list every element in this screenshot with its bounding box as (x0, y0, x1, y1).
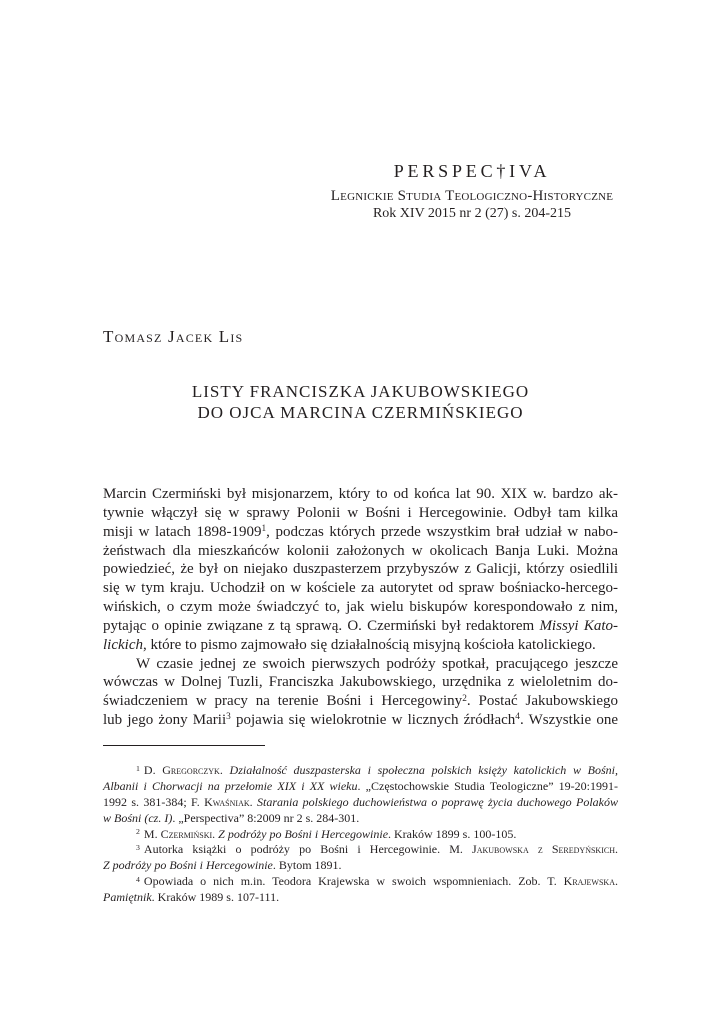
line-text: Autorka książki o podróży po Bośni i Hercegowinie. M. (143, 842, 473, 857)
line-text: powiedzieć, że był on niejako duszpasterzem przybyszów z Galicji, którzy osiedlili (103, 561, 618, 578)
line-text: wińskich, o czym może świadczyć to, jak wielu biskupów korespondowało z nim, (103, 599, 618, 616)
body-line (103, 560, 618, 579)
italic-text: Działalność duszpasterska i społeczna polskich księży katolickich w Bośni, (229, 763, 619, 777)
article-title (103, 381, 618, 423)
footnote-number: 3 (136, 842, 140, 852)
line-text: . (212, 826, 219, 841)
journal-issue: Rok XIV 2015 nr 2 (27) s. 204-215 (372, 206, 572, 221)
italic-text: Z podróży po Bośni i Hercegowinie (218, 826, 389, 841)
line-text: lub jego żony Marii (103, 712, 227, 729)
journal-name: PERSPEC†IVA (393, 161, 551, 181)
footnote-number: 2 (136, 827, 140, 837)
footnote-number: 4 (136, 874, 140, 884)
body-line (103, 636, 618, 655)
article-author: Tomasz Jacek Lis (103, 327, 244, 346)
body-line (103, 579, 618, 598)
footnote (103, 874, 618, 906)
line-text: pytając o opinie związane z tą sprawą. O. Czermiński był redaktorem (103, 617, 540, 634)
footnote-line (103, 842, 618, 858)
footnote-line (103, 779, 618, 795)
line-text: wówczas w Dolnej Tuzli, Franciszka Jakubowskiego, urzędnika z wieloletnim do- (103, 674, 618, 691)
line-text: tywnie włączył się w sprawy Polonii w Bośni i Hercegowinie. Odbył tam kilka (103, 504, 618, 521)
body-line (103, 485, 618, 504)
body-line (103, 655, 618, 674)
body-text (103, 485, 618, 730)
footnote-line (103, 890, 618, 906)
line-text: Opowiada o nich m.in. Teodora Krajewska w swoich wspomnieniach. Zob. T. (143, 874, 564, 889)
line-text: się w tym kraju. Uchodził on w kościele za autorytet od spraw bośniacko-hercego- (103, 580, 618, 597)
journal-header (272, 160, 672, 223)
body-line (103, 504, 618, 523)
line-text: . Kraków 1899 s. 100-105. (388, 826, 517, 841)
italic-text: Pamiętnik (103, 890, 152, 905)
line-text: świadczeniem w pracy na terenie Bośni i Hercegowiny (103, 693, 463, 710)
footnote-line (103, 827, 618, 843)
body-line (103, 673, 618, 692)
italic-text: Albanii i Chorwacji na przełomie XIX i XX wieku (103, 778, 358, 793)
footnote-number: 1 (136, 763, 140, 773)
line-text: żeństwach dla mieszkańców kolonii założonych w okolicach Banja Luki. Można (103, 542, 618, 559)
paragraph (103, 655, 618, 730)
italic-text: Z podróży po Bośni i Hercegowinie (103, 858, 273, 873)
line-text: 1992 s. 381-384; F. (103, 794, 205, 809)
line-text: , które to pismo zajmowało się działalnością misyjną kościoła katolickiego. (142, 636, 596, 653)
line-text: Marcin Czermiński był misjonarzem, który to od końca lat 90. XIX w. bardzo ak- (103, 486, 618, 502)
italic-text: w Bośni (cz. I) (103, 810, 173, 825)
author-name: Czermiński (160, 826, 213, 841)
author-name: Kwaśniak (204, 794, 250, 809)
body-line (103, 692, 618, 711)
line-text: pojawia się wielokrotnie w licznych źródłach (230, 712, 516, 729)
line-text: . Bytom 1891. (272, 858, 342, 873)
line-text: . Postać Jakubowskiego (466, 693, 619, 710)
footnote-line (103, 795, 618, 811)
footnotes (103, 763, 618, 906)
footnote-ref: 2 (462, 693, 467, 704)
line-text: . (219, 763, 230, 777)
line-text: W czasie jednej ze swoich pierwszych podróży spotkał, pracującego jeszcze (136, 655, 618, 672)
journal-subtitle: Legnickie Studia Teologiczno-Historyczne (330, 188, 614, 204)
author-name: Krajewska (563, 874, 615, 889)
body-line (103, 617, 618, 636)
footnote-ref: 3 (226, 712, 231, 723)
line-text: . (249, 794, 257, 809)
title-line: DO OJCA MARCINA CZERMIŃSKIEGO (197, 403, 524, 422)
footnote-line (103, 763, 618, 779)
line-text: . „Częstochowskie Studia Teologiczne” 19-20:1991- (357, 778, 618, 793)
body-line (103, 542, 618, 561)
line-text: . (615, 842, 618, 857)
italic-text: Missyi Kato- (539, 617, 618, 634)
footnote-line (103, 811, 618, 827)
line-text: M. (143, 826, 161, 841)
italic-text: lickich (103, 636, 143, 653)
line-text: . Kraków 1989 s. 107-111. (151, 890, 280, 905)
footnote (103, 842, 618, 874)
footnote (103, 827, 618, 843)
italic-text: Starania polskiego duchowieństwa o poprawę życia duchowego Polaków (256, 794, 618, 809)
footnote-separator (103, 745, 265, 746)
author-name: Gregorczyk (162, 763, 220, 777)
footnote-line (103, 874, 618, 890)
line-text: , podczas których przede wszystkim brał udział w nabo- (266, 523, 618, 540)
body-line (103, 711, 618, 730)
footnote-ref: 4 (515, 712, 520, 723)
title-line: LISTY FRANCISZKA JAKUBOWSKIEGO (191, 382, 530, 401)
footnote-ref: 1 (261, 524, 267, 535)
paragraph (103, 485, 618, 655)
line-text: . (615, 874, 618, 889)
footnote (103, 763, 618, 827)
body-line (103, 598, 618, 617)
line-text: . Wszystkie one (519, 712, 618, 729)
body-line (103, 523, 618, 542)
footnote-line (103, 858, 618, 874)
author-name: Jakubowska z Seredyńskich (472, 842, 615, 857)
line-text: misji w latach 1898-1909 (103, 523, 262, 540)
line-text: D. (143, 763, 163, 777)
line-text: . „Perspectiva” 8:2009 nr 2 s. 284-301. (172, 810, 360, 825)
